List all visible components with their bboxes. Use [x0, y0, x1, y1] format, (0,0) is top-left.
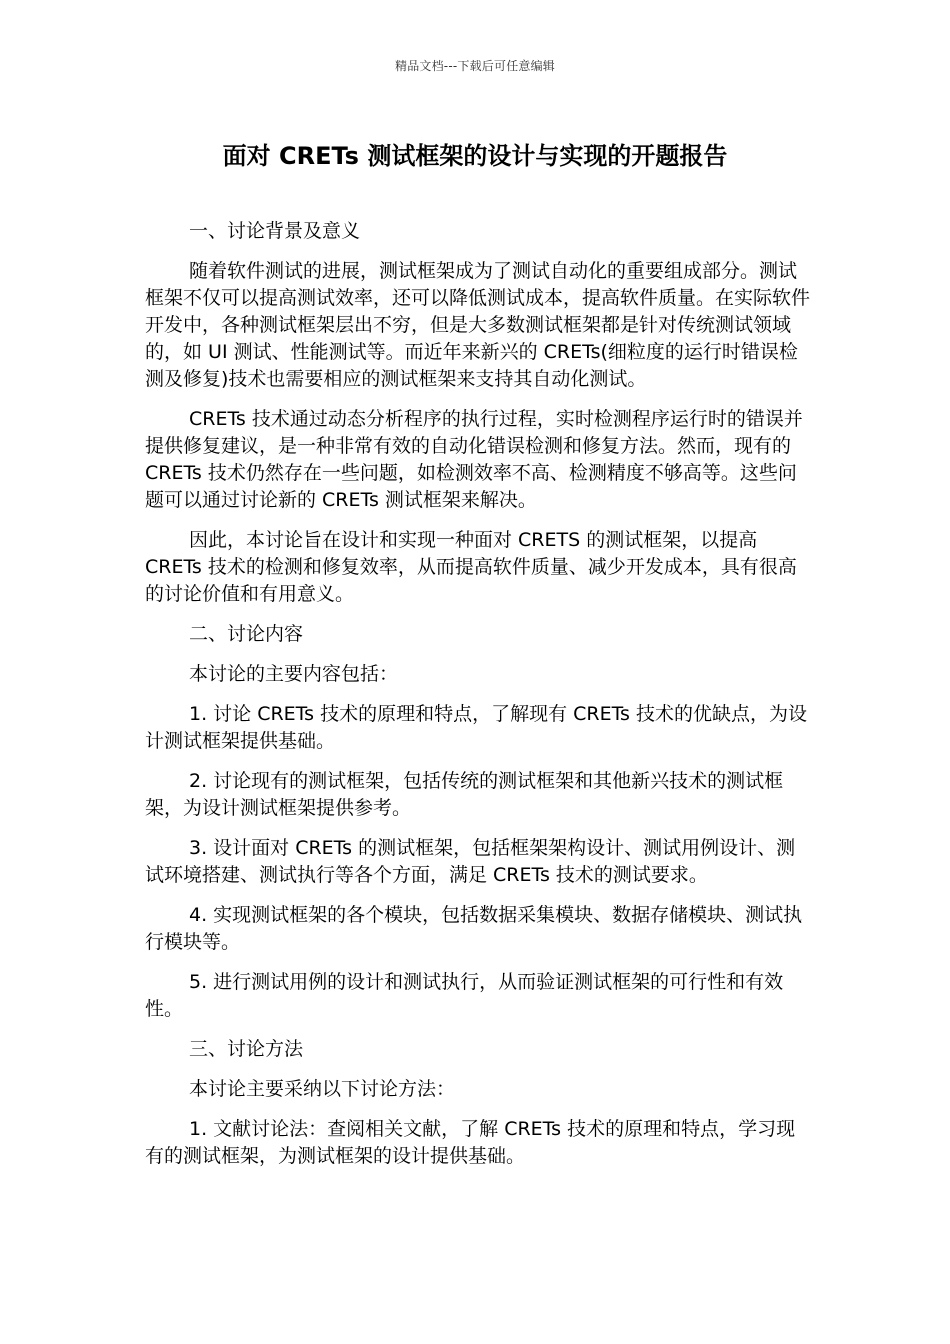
paragraph: 本讨论的主要内容包括：: [189, 663, 399, 685]
paragraph: CRETs 技术通过动态分析程序的执行过程，实时检测程序运行时的错误并提供修复建议，是一种非常有效的自动化错误检测和修复方法。然而，现有的 CRETs 技术仍然存在一些问题，如检测效率不高、检测精度不够高等。这些问题可以通过讨论新的 CRETs 测试框架来解决。: [145, 408, 803, 511]
paragraph: 因此，本讨论旨在设计和实现一种面对 CRETS 的测试框架，以提高 CRETs 技术的检测和修复效率，从而提高软件质量、减少开发成本，具有很高的讨论价值和有用意义。: [145, 529, 797, 605]
paragraph: 随着软件测试的进展，测试框架成为了测试自动化的重要组成部分。测试框架不仅可以提高测试效率，还可以降低测试成本，提高软件质量。在实际软件开发中，各种测试框架层出不穷，但是大多数测试框架都是针对传统测试领域的，如 UI 测试、性能测试等。而近年来新兴的 CRETs(细粒度的运行时错误检测及修复)技术也需要相应的测试框架来支持其自动化测试。: [145, 260, 811, 390]
list-item: 1. 讨论 CRETs 技术的原理和特点，了解现有 CRETs 技术的优缺点，为设计测试框架提供基础。: [145, 703, 807, 752]
list-item: 1. 文献讨论法：查阅相关文献，了解 CRETs 技术的原理和特点，学习现有的测试框架，为测试框架的设计提供基础。: [145, 1118, 796, 1167]
list-item: 3. 设计面对 CRETs 的测试框架，包括框架架构设计、测试用例设计、测试环境搭建、测试执行等各个方面，满足 CRETs 技术的测试要求。: [145, 837, 796, 886]
list-item: 5. 进行测试用例的设计和测试执行，从而验证测试框架的可行性和有效性。: [145, 971, 784, 1020]
section-heading-1: 一、讨论背景及意义: [189, 220, 361, 242]
list-item: 4. 实现测试框架的各个模块，包括数据采集模块、数据存储模块、测试执行模块等。: [145, 904, 803, 953]
paragraph: 本讨论主要采纳以下讨论方法：: [189, 1078, 456, 1100]
section-heading-2: 二、讨论内容: [189, 623, 304, 645]
document-title: 面对 CRETs 测试框架的设计与实现的开题报告: [222, 142, 728, 170]
header-note: 精品文档---下载后可任意编辑: [395, 59, 555, 73]
list-item: 2. 讨论现有的测试框架，包括传统的测试框架和其他新兴技术的测试框架，为设计测试框架提供参考。: [145, 770, 784, 819]
document-body: [145, 218, 810, 1183]
section-heading-3: 三、讨论方法: [189, 1038, 304, 1060]
